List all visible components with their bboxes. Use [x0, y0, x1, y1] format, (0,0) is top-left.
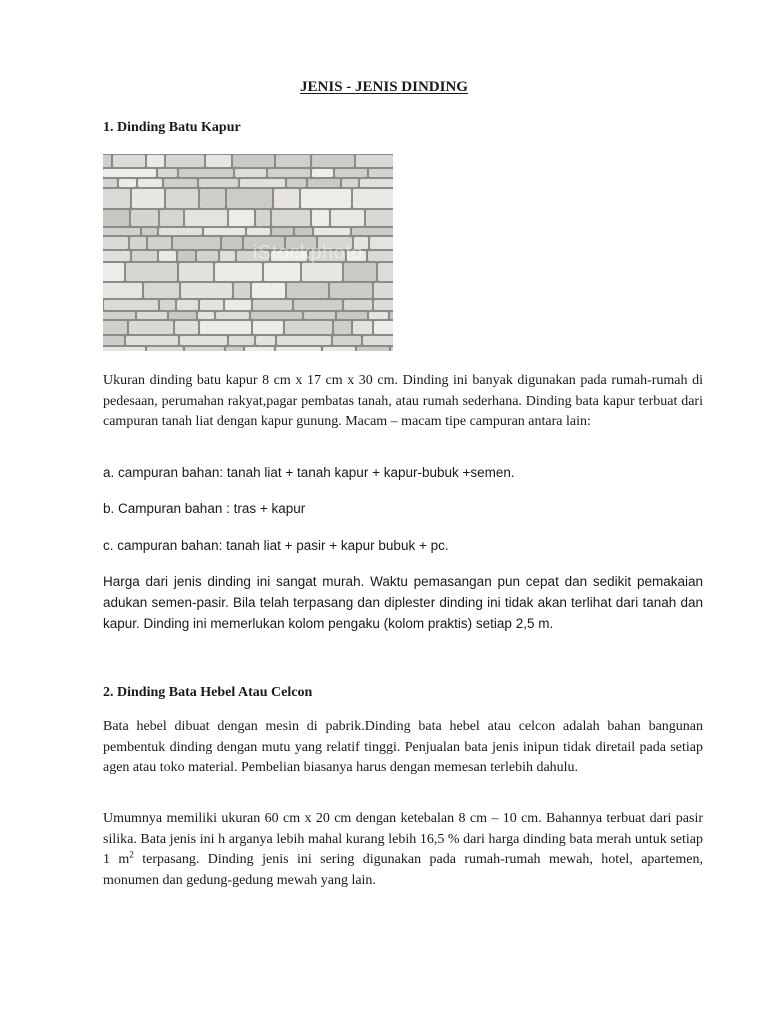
section-1-closing: Harga dari jenis dinding ini sangat murah. Waktu pemasangan pun cepat dan sedikit pemakaian adukan semen-pasir. Bila telah terpasang dan diplester dinding ini tidak akan terlihat dari tanah dan kapur. Dinding ini memerlukan kolom pengaku (kolom praktis) setiap 2,5 m.	[103, 574, 703, 631]
section-2-heading: 2. Dinding Bata Hebel Atau Celcon	[103, 685, 313, 700]
paragraph-2-text-a: Umumnya memiliki ukuran 60 cm x 20 cm dengan ketebalan 8 cm – 10 cm. Bahannya terbuat dari pasir silika. Bata jenis ini h arganya lebih mahal kurang lebih 16,5 % dari harga dinding bata merah untuk setiap 1 m	[103, 811, 703, 867]
mix-item-a: a. campuran bahan: tanah liat + tanah kapur + kapur-bubuk +semen.	[103, 465, 515, 480]
section-1-heading: 1. Dinding Batu Kapur	[103, 120, 241, 135]
section-2-paragraph-2	[103, 809, 703, 891]
section-1-intro: Ukuran dinding batu kapur 8 cm x 17 cm x 30 cm. Dinding ini banyak digunakan pada rumah-rumah di pedesaan, perumahan rakyat,pagar pembatas tanah, atau rumah sederhana. Dinding bata kapur terbuat dari campuran tanah liat dengan kapur gunung. Macam – macam tipe campuran antara lain:	[103, 373, 703, 429]
page-title: JENIS - JENIS DINDING	[300, 79, 468, 95]
stone-wall-image	[103, 154, 393, 351]
mix-item-b: b. Campuran bahan : tras + kapur	[103, 501, 306, 516]
paragraph-2-text-b: terpasang. Dinding jenis ini sering digunakan pada rumah-rumah mewah, hotel, apartemen, monumen dan gedung-gedung mewah yang lain.	[103, 852, 704, 888]
section-2-paragraph-1: Bata hebel dibuat dengan mesin di pabrik.Dinding bata hebel atau celcon adalah bahan bangunan pembentuk dinding dengan mutu yang relatif tinggi. Penjualan bata jenis inipun tidak diretail pada setiap agen atau toko material. Pembelian biasanya harus dengan memesan terlebih dahulu.	[103, 719, 703, 775]
superscript-2: 2	[129, 849, 134, 860]
mix-item-c: c. campuran bahan: tanah liat + pasir + kapur bubuk + pc.	[103, 538, 449, 553]
image-watermark: iStockphoto	[253, 242, 364, 264]
